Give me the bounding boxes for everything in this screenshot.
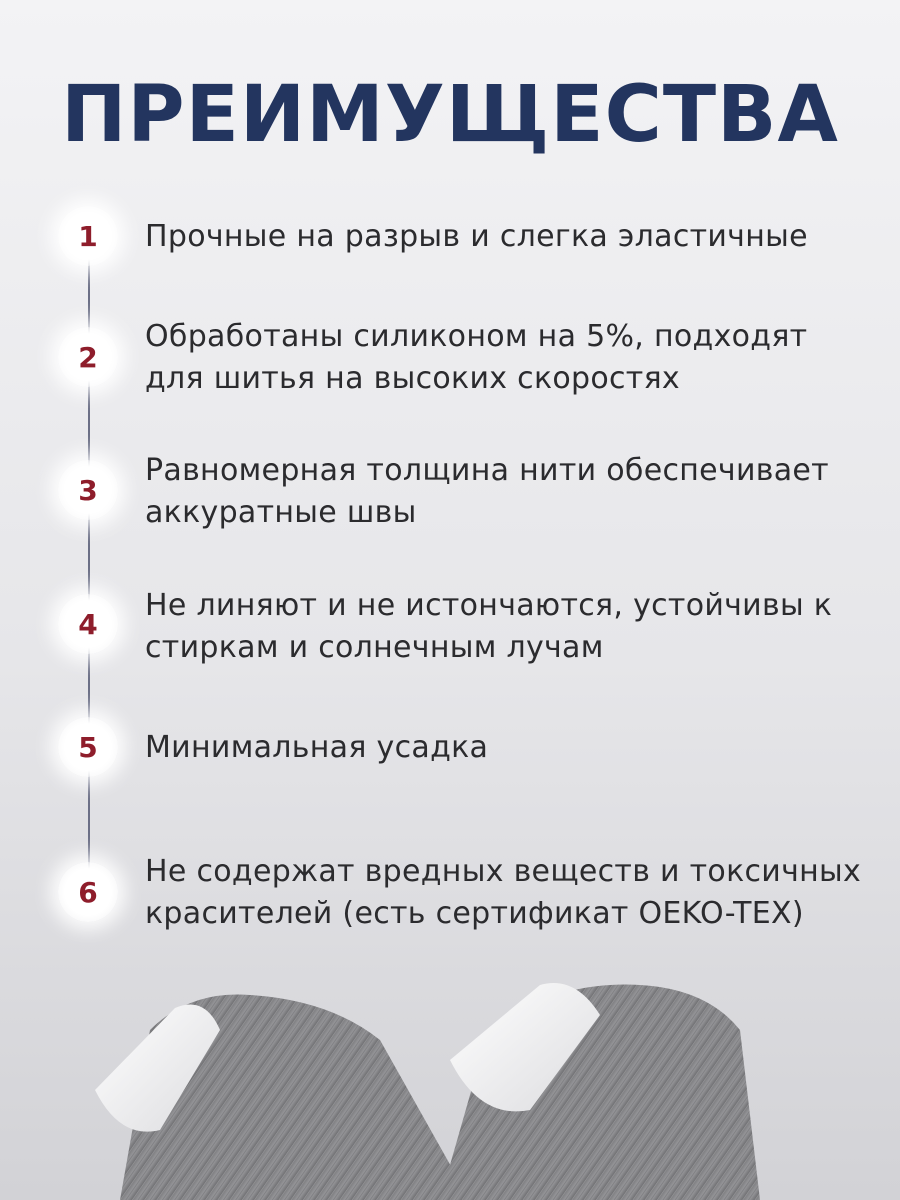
advantage-text: Равномерная толщина нити обеспечивает аккуратные швы	[145, 453, 829, 530]
advantage-text: Прочные на разрыв и слегка эластичные	[145, 219, 808, 254]
advantage-text: Минимальная усадка	[145, 730, 489, 765]
spool-right	[440, 983, 760, 1200]
number-badge: 5	[58, 717, 118, 777]
advantage-text: Не линяют и не истончаются, устойчивы к стиркам и солнечным лучам	[145, 588, 833, 665]
number-badge: 2	[58, 327, 118, 387]
advantage-text: Не содержат вредных веществ и токсичных красителей (есть сертификат OEKO-TEX)	[145, 854, 862, 931]
advantage-text: Обработаны силиконом на 5%, подходят для шитья на высоких скоростях	[145, 319, 808, 396]
spool-left	[95, 994, 470, 1200]
thread-spools-image	[0, 970, 900, 1200]
number-badge: 6	[58, 862, 118, 922]
number-badge: 4	[58, 594, 118, 654]
number-badge: 3	[58, 460, 118, 520]
number-badge: 1	[58, 206, 118, 266]
page-title: ПРЕИМУЩЕСТВА	[61, 70, 839, 160]
